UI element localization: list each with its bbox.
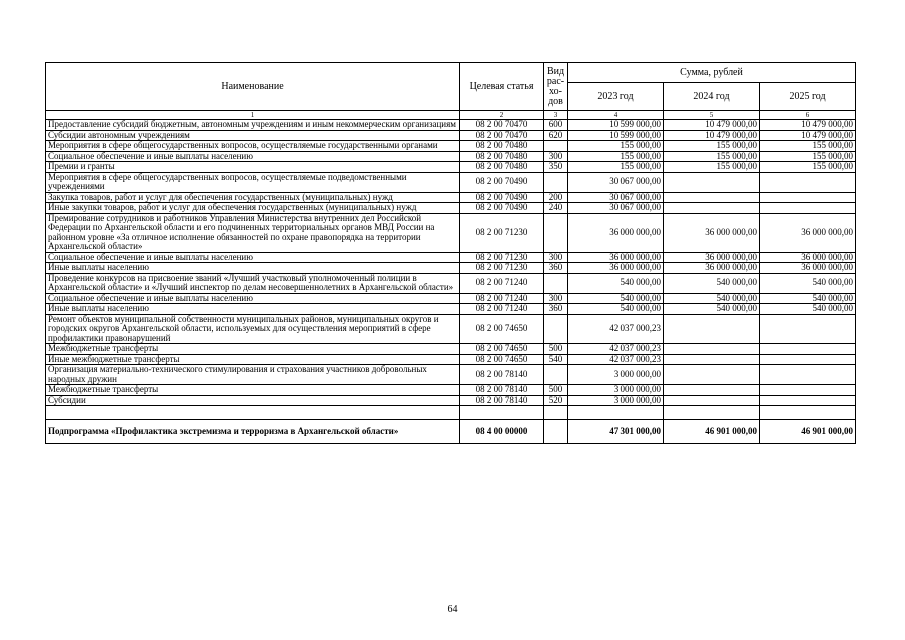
column-index-row bbox=[46, 111, 856, 120]
row-sum-2025: 540 000,00 bbox=[760, 293, 856, 304]
row-sum-2023: 540 000,00 bbox=[568, 293, 664, 304]
row-name: Закупка товаров, работ и услуг для обеспечения государственных (муниципальных) нужд bbox=[46, 192, 460, 203]
row-name: Социальное обеспечение и иные выплаты населению bbox=[46, 252, 460, 263]
row-sum-2025 bbox=[760, 203, 856, 214]
column-index: 4 bbox=[568, 111, 664, 120]
row-expense-kind bbox=[544, 172, 568, 192]
empty-cell bbox=[46, 406, 460, 420]
row-sum-2023: 10 599 000,00 bbox=[568, 130, 664, 141]
row-target-code: 08 2 00 71230 bbox=[460, 252, 544, 263]
row-sum-2025: 36 000 000,00 bbox=[760, 263, 856, 274]
row-sum-2023: 42 037 000,23 bbox=[568, 354, 664, 365]
row-sum-2024: 36 000 000,00 bbox=[664, 252, 760, 263]
table-row bbox=[46, 365, 856, 385]
row-expense-kind: 200 bbox=[544, 192, 568, 203]
row-target-code: 08 4 00 00000 bbox=[460, 420, 544, 444]
row-sum-2024: 540 000,00 bbox=[664, 304, 760, 315]
row-target-code: 08 2 00 70490 bbox=[460, 172, 544, 192]
table-row bbox=[46, 304, 856, 315]
row-sum-2024: 540 000,00 bbox=[664, 293, 760, 304]
row-target-code: 08 2 00 70480 bbox=[460, 141, 544, 152]
row-name: Иные выплаты населению bbox=[46, 263, 460, 274]
row-sum-2023: 540 000,00 bbox=[568, 273, 664, 293]
row-sum-2025: 155 000,00 bbox=[760, 162, 856, 173]
column-index: 1 bbox=[46, 111, 460, 120]
row-sum-2023: 155 000,00 bbox=[568, 151, 664, 162]
row-sum-2025 bbox=[760, 192, 856, 203]
header-row-1 bbox=[46, 63, 856, 83]
row-target-code: 08 2 00 70490 bbox=[460, 203, 544, 214]
row-sum-2023: 3 000 000,00 bbox=[568, 385, 664, 396]
row-target-code: 08 2 00 70490 bbox=[460, 192, 544, 203]
row-expense-kind: 540 bbox=[544, 354, 568, 365]
row-sum-2025: 540 000,00 bbox=[760, 304, 856, 315]
empty-cell bbox=[760, 406, 856, 420]
row-sum-2025 bbox=[760, 395, 856, 406]
row-name: Подпрограмма «Профилактика экстремизма и терроризма в Архангельской области» bbox=[46, 420, 460, 444]
header-2024: 2024 год bbox=[664, 83, 760, 111]
row-sum-2025 bbox=[760, 314, 856, 344]
row-sum-2024 bbox=[664, 385, 760, 396]
row-sum-2023: 155 000,00 bbox=[568, 162, 664, 173]
empty-cell bbox=[664, 406, 760, 420]
row-target-code: 08 2 00 71240 bbox=[460, 293, 544, 304]
table-row bbox=[46, 314, 856, 344]
row-target-code: 08 2 00 70480 bbox=[460, 162, 544, 173]
empty-cell bbox=[568, 406, 664, 420]
row-sum-2025: 155 000,00 bbox=[760, 141, 856, 152]
row-target-code: 08 2 00 71240 bbox=[460, 273, 544, 293]
row-target-code: 08 2 00 70480 bbox=[460, 151, 544, 162]
row-sum-2023: 30 067 000,00 bbox=[568, 192, 664, 203]
budget-table bbox=[45, 62, 856, 444]
row-sum-2024 bbox=[664, 344, 760, 355]
row-target-code: 08 2 00 74650 bbox=[460, 314, 544, 344]
row-name: Социальное обеспечение и иные выплаты населению bbox=[46, 151, 460, 162]
table-row bbox=[46, 263, 856, 274]
row-expense-kind bbox=[544, 273, 568, 293]
row-expense-kind: 240 bbox=[544, 203, 568, 214]
row-expense-kind: 300 bbox=[544, 252, 568, 263]
table-row bbox=[46, 213, 856, 252]
row-target-code: 08 2 00 78140 bbox=[460, 365, 544, 385]
table-row bbox=[46, 420, 856, 444]
row-target-code: 08 2 00 71230 bbox=[460, 213, 544, 252]
row-name: Премии и гранты bbox=[46, 162, 460, 173]
row-sum-2024: 10 479 000,00 bbox=[664, 130, 760, 141]
row-sum-2024 bbox=[664, 192, 760, 203]
table-row bbox=[46, 130, 856, 141]
row-sum-2023: 36 000 000,00 bbox=[568, 263, 664, 274]
table-row bbox=[46, 354, 856, 365]
row-sum-2025 bbox=[760, 365, 856, 385]
row-target-code: 08 2 00 71240 bbox=[460, 304, 544, 315]
row-target-code: 08 2 00 74650 bbox=[460, 354, 544, 365]
row-sum-2025: 46 901 000,00 bbox=[760, 420, 856, 444]
column-index: 5 bbox=[664, 111, 760, 120]
row-sum-2025: 155 000,00 bbox=[760, 151, 856, 162]
row-name: Ремонт объектов муниципальной собственности муниципальных районов, муниципальных округов и городских округов Архангельской области, используемых для осуществления мероприятий в сфере профилактики правонарушений bbox=[46, 314, 460, 344]
row-sum-2023: 42 037 000,23 bbox=[568, 314, 664, 344]
row-target-code: 08 2 00 74650 bbox=[460, 344, 544, 355]
row-sum-2025 bbox=[760, 172, 856, 192]
table-row bbox=[46, 162, 856, 173]
row-sum-2024 bbox=[664, 172, 760, 192]
row-name: Иные выплаты населению bbox=[46, 304, 460, 315]
table-row bbox=[46, 203, 856, 214]
header-kind: Вид рас-хо-дов bbox=[544, 63, 568, 111]
row-sum-2024 bbox=[664, 203, 760, 214]
header-sum: Сумма, рублей bbox=[568, 63, 856, 83]
table-row bbox=[46, 192, 856, 203]
row-sum-2025 bbox=[760, 354, 856, 365]
row-target-code: 08 2 00 70470 bbox=[460, 130, 544, 141]
row-target-code: 08 2 00 78140 bbox=[460, 395, 544, 406]
header-target: Целевая статья bbox=[460, 63, 544, 111]
table-row bbox=[46, 172, 856, 192]
row-sum-2023: 540 000,00 bbox=[568, 304, 664, 315]
row-name: Предоставление субсидий бюджетным, автономным учреждениям и иным некоммерческим организациям bbox=[46, 120, 460, 131]
page-number: 64 bbox=[447, 604, 458, 615]
row-expense-kind bbox=[544, 213, 568, 252]
empty-cell bbox=[544, 406, 568, 420]
row-expense-kind: 300 bbox=[544, 151, 568, 162]
row-name: Мероприятия в сфере общегосударственных вопросов, осуществляемые подведомственными учреждениями bbox=[46, 172, 460, 192]
row-name: Иные межбюджетные трансферты bbox=[46, 354, 460, 365]
row-name: Организация материально-технического стимулирования и страхования участников добровольных народных дружин bbox=[46, 365, 460, 385]
row-expense-kind bbox=[544, 141, 568, 152]
row-name: Премирование сотрудников и работников Управления Министерства внутренних дел Российской Федерации по Архангельской области и его подчиненных территориальных органов МВД России на районном уровне «За отличное исполнение обязанностей по охране правопорядка на территории Архангельской области» bbox=[46, 213, 460, 252]
row-sum-2024: 36 000 000,00 bbox=[664, 263, 760, 274]
column-index: 2 bbox=[460, 111, 544, 120]
row-name: Межбюджетные трансферты bbox=[46, 344, 460, 355]
table-row bbox=[46, 252, 856, 263]
row-name: Межбюджетные трансферты bbox=[46, 385, 460, 396]
row-sum-2023: 36 000 000,00 bbox=[568, 252, 664, 263]
row-sum-2023: 155 000,00 bbox=[568, 141, 664, 152]
row-sum-2024: 155 000,00 bbox=[664, 162, 760, 173]
row-name: Проведение конкурсов на присвоение званий «Лучший участковый уполномоченный полиции в Архангельской области» и «Лучший инспектор по делам несовершеннолетних в Архангельской области» bbox=[46, 273, 460, 293]
row-expense-kind: 300 bbox=[544, 293, 568, 304]
row-sum-2025: 10 479 000,00 bbox=[760, 130, 856, 141]
row-sum-2024 bbox=[664, 354, 760, 365]
row-sum-2024: 155 000,00 bbox=[664, 141, 760, 152]
row-expense-kind bbox=[544, 314, 568, 344]
row-sum-2025 bbox=[760, 344, 856, 355]
row-target-code: 08 2 00 71230 bbox=[460, 263, 544, 274]
column-index: 3 bbox=[544, 111, 568, 120]
row-sum-2024 bbox=[664, 314, 760, 344]
row-expense-kind: 620 bbox=[544, 130, 568, 141]
row-expense-kind: 360 bbox=[544, 263, 568, 274]
row-name: Иные закупки товаров, работ и услуг для обеспечения государственных (муниципальных) нужд bbox=[46, 203, 460, 214]
row-sum-2025: 36 000 000,00 bbox=[760, 252, 856, 263]
table-row bbox=[46, 395, 856, 406]
row-expense-kind: 360 bbox=[544, 304, 568, 315]
header-name: Наименование bbox=[46, 63, 460, 111]
spacer-row bbox=[46, 406, 856, 420]
row-expense-kind: 600 bbox=[544, 120, 568, 131]
row-sum-2025: 36 000 000,00 bbox=[760, 213, 856, 252]
row-sum-2024: 36 000 000,00 bbox=[664, 213, 760, 252]
row-name: Субсидии автономным учреждениям bbox=[46, 130, 460, 141]
row-sum-2023: 47 301 000,00 bbox=[568, 420, 664, 444]
row-sum-2024 bbox=[664, 395, 760, 406]
table-row bbox=[46, 141, 856, 152]
table-row bbox=[46, 385, 856, 396]
header-2023: 2023 год bbox=[568, 83, 664, 111]
row-expense-kind bbox=[544, 365, 568, 385]
row-expense-kind: 500 bbox=[544, 385, 568, 396]
row-sum-2024: 46 901 000,00 bbox=[664, 420, 760, 444]
row-name: Социальное обеспечение и иные выплаты населению bbox=[46, 293, 460, 304]
table-row bbox=[46, 151, 856, 162]
row-sum-2023: 10 599 000,00 bbox=[568, 120, 664, 131]
row-sum-2025 bbox=[760, 385, 856, 396]
row-name: Субсидии bbox=[46, 395, 460, 406]
table-row bbox=[46, 273, 856, 293]
row-sum-2023: 30 067 000,00 bbox=[568, 172, 664, 192]
row-sum-2024: 10 479 000,00 bbox=[664, 120, 760, 131]
row-sum-2025: 10 479 000,00 bbox=[760, 120, 856, 131]
row-sum-2024: 540 000,00 bbox=[664, 273, 760, 293]
column-index: 6 bbox=[760, 111, 856, 120]
row-expense-kind: 500 bbox=[544, 344, 568, 355]
row-sum-2023: 42 037 000,23 bbox=[568, 344, 664, 355]
empty-cell bbox=[460, 406, 544, 420]
table-row bbox=[46, 293, 856, 304]
row-expense-kind: 350 bbox=[544, 162, 568, 173]
row-sum-2023: 30 067 000,00 bbox=[568, 203, 664, 214]
row-sum-2024 bbox=[664, 365, 760, 385]
row-name: Мероприятия в сфере общегосударственных вопросов, осуществляемые государственными органами bbox=[46, 141, 460, 152]
table-row bbox=[46, 120, 856, 131]
row-target-code: 08 2 00 70470 bbox=[460, 120, 544, 131]
row-sum-2023: 3 000 000,00 bbox=[568, 365, 664, 385]
table-row bbox=[46, 344, 856, 355]
row-target-code: 08 2 00 78140 bbox=[460, 385, 544, 396]
row-expense-kind bbox=[544, 420, 568, 444]
row-sum-2023: 3 000 000,00 bbox=[568, 395, 664, 406]
header-2025: 2025 год bbox=[760, 83, 856, 111]
row-expense-kind: 520 bbox=[544, 395, 568, 406]
row-sum-2025: 540 000,00 bbox=[760, 273, 856, 293]
row-sum-2023: 36 000 000,00 bbox=[568, 213, 664, 252]
row-sum-2024: 155 000,00 bbox=[664, 151, 760, 162]
